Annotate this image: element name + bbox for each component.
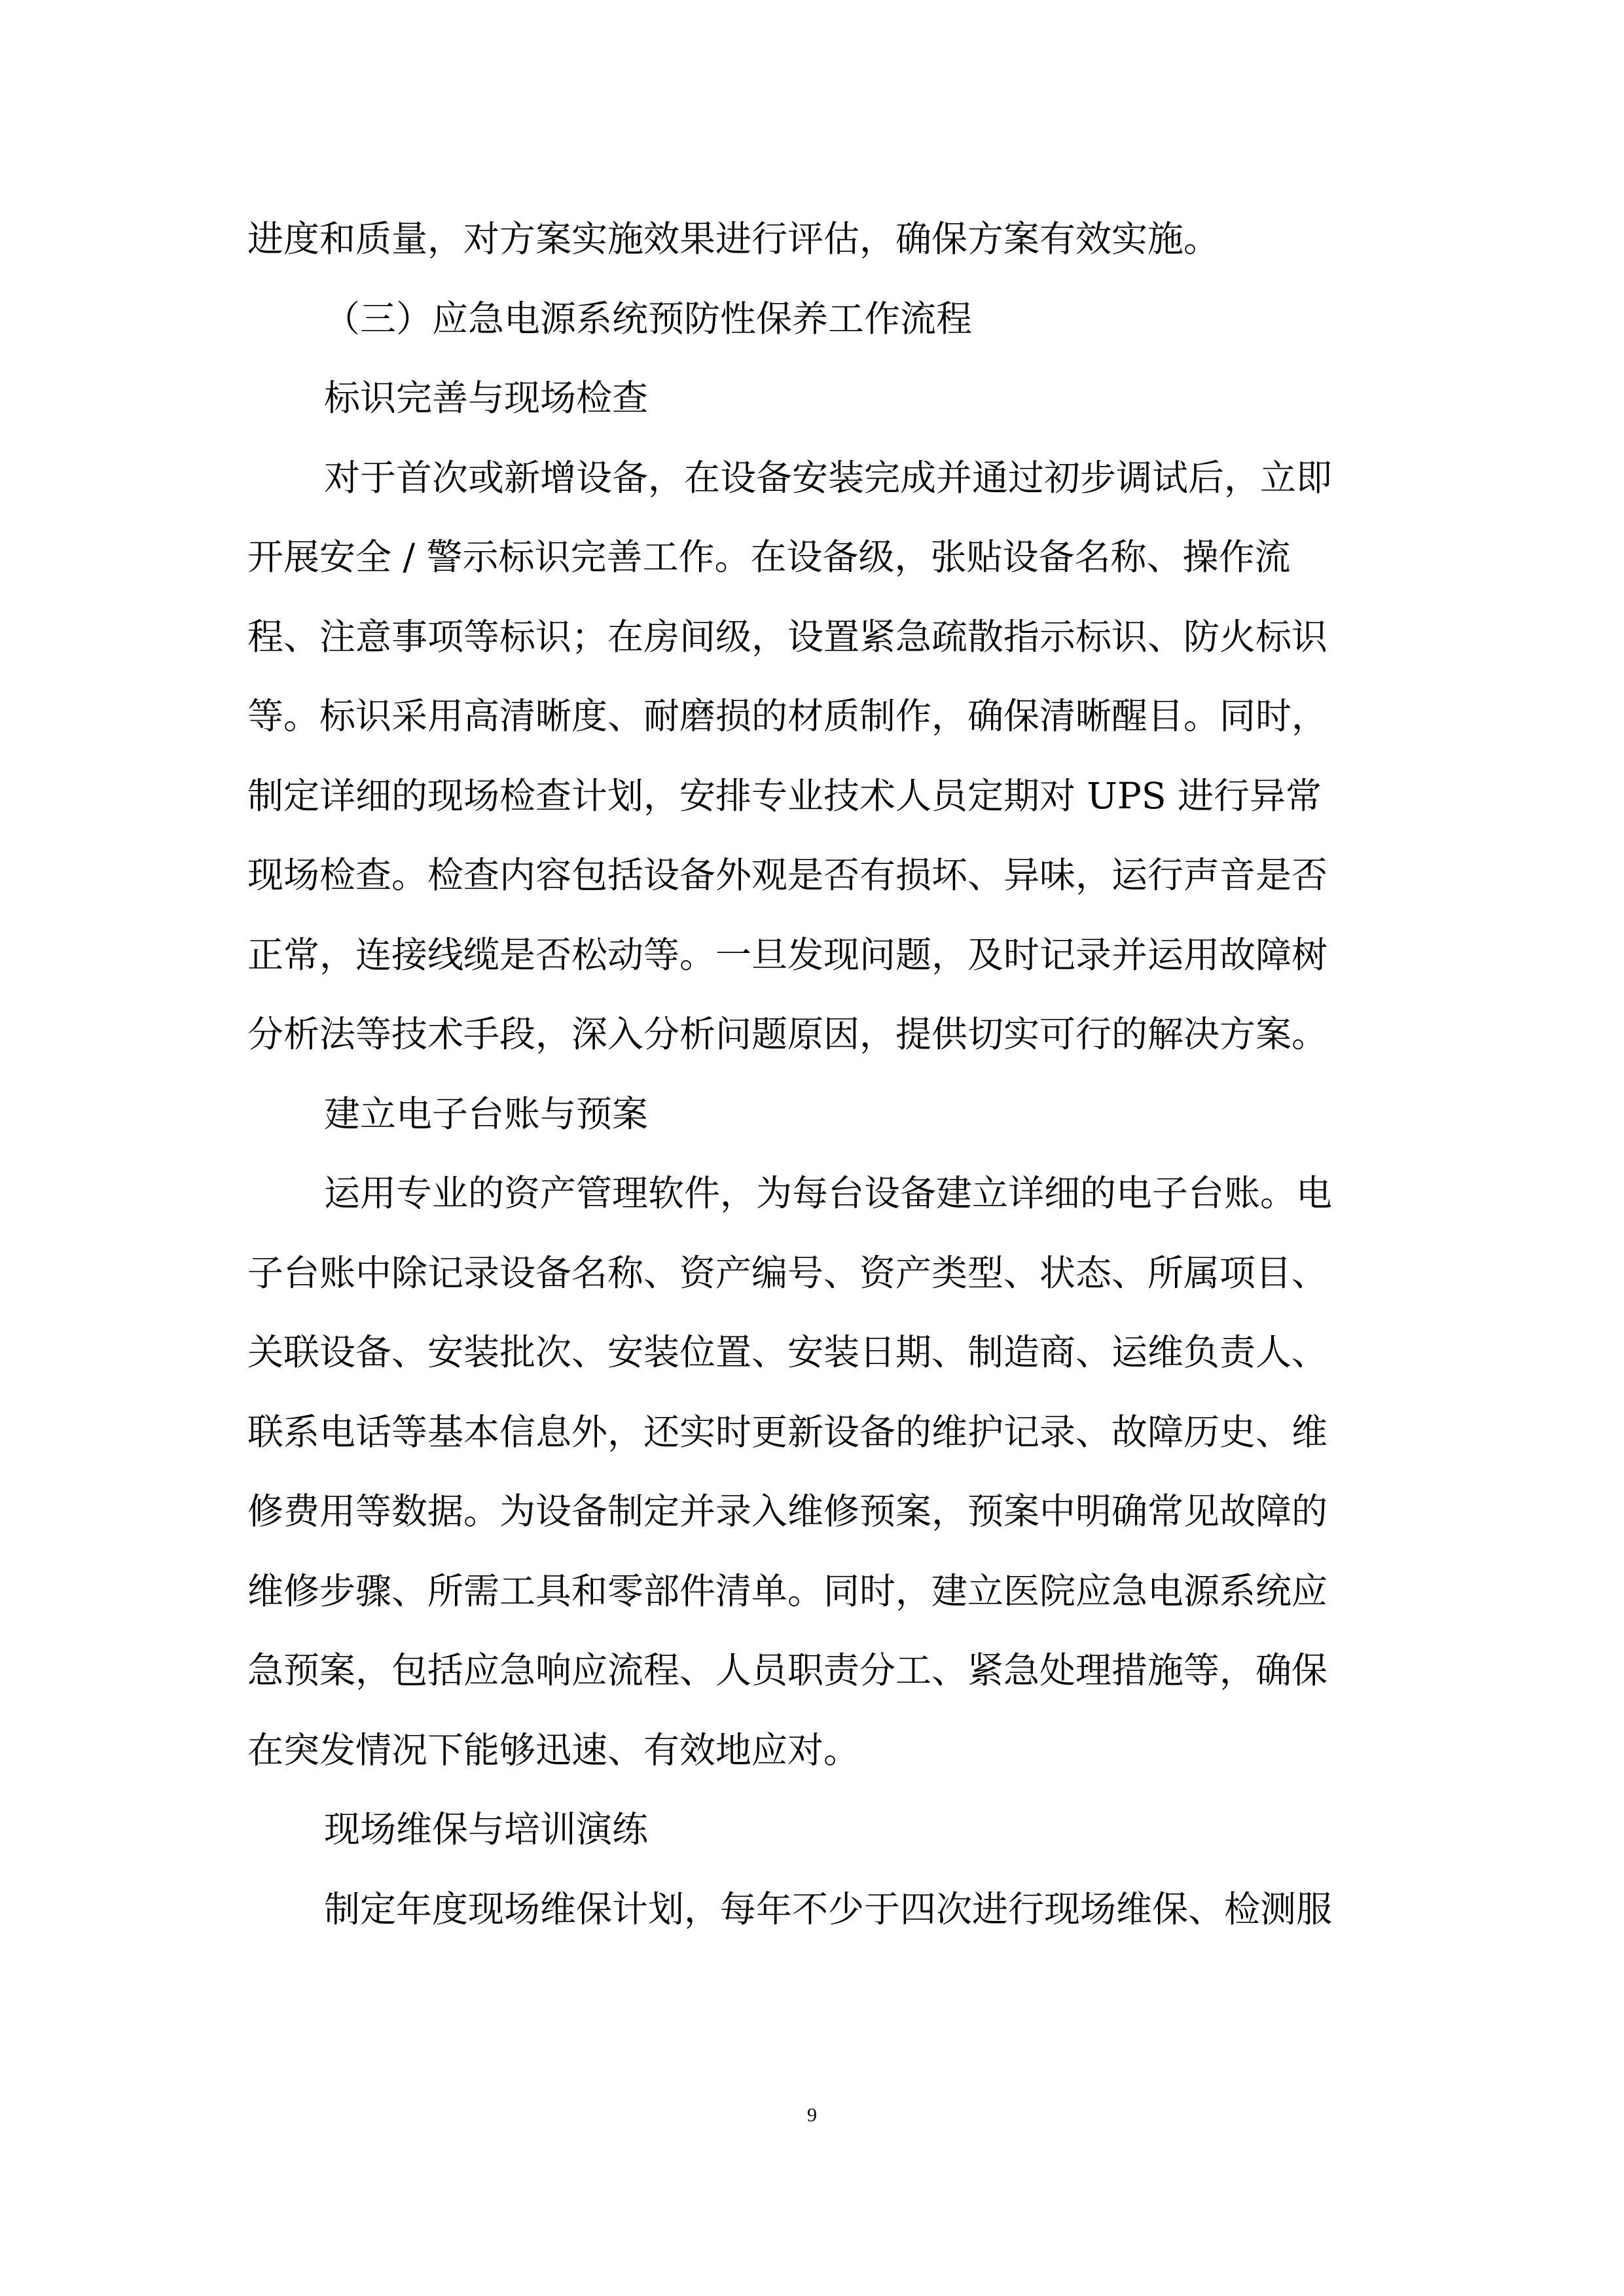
- body-line: 急预案，包括应急响应流程、人员职责分工、紧急处理措施等，确保: [247, 1649, 1328, 1691]
- body-line: 对于首次或新增设备，在设备安装完成并通过初步调试后，立即: [324, 456, 1333, 499]
- body-line: 分析法等技术手段，深入分析问题原因，提供切实可行的解决方案。: [247, 1013, 1328, 1055]
- body-line: 制定详细的现场检查计划，安排专业技术人员定期对 UPS 进行异常: [247, 774, 1322, 817]
- body-line: 进度和质量，对方案实施效果进行评估，确保方案有效实施。: [247, 218, 1220, 260]
- subsection-heading: 现场维保与培训演练: [324, 1808, 649, 1850]
- body-line: 关联设备、安装批次、安装位置、安装日期、制造商、运维负责人、: [247, 1331, 1328, 1373]
- body-line: 运用专业的资产管理软件，为每台设备建立详细的电子台账。电: [324, 1172, 1333, 1214]
- section-heading: （三）应急电源系统预防性保养工作流程: [324, 297, 973, 340]
- body-line: 程、注意事项等标识；在房间级，设置紧急疏散指示标识、防火标识: [247, 615, 1328, 658]
- document-body: [247, 200, 1388, 1949]
- body-line: 制定年度现场维保计划，每年不少于四次进行现场维保、检测服: [324, 1888, 1333, 1930]
- body-line: 开展安全 / 警示标识完善工作。在设备级，张贴设备名称、操作流: [247, 536, 1291, 578]
- body-line: 联系电话等基本信息外，还实时更新设备的维护记录、故障历史、维: [247, 1410, 1328, 1453]
- body-line: 在突发情况下能够迅速、有效地应对。: [247, 1729, 860, 1771]
- body-line: 现场检查。检查内容包括设备外观是否有损坏、异味，运行声音是否: [247, 854, 1328, 896]
- body-line: 维修步骤、所需工具和零部件清单。同时，建立医院应急电源系统应: [247, 1570, 1328, 1612]
- subsection-heading: 建立电子台账与预案: [324, 1092, 649, 1135]
- page-number: 9: [807, 2104, 817, 2126]
- body-line: 修费用等数据。为设备制定并录入维修预案，预案中明确常见故障的: [247, 1490, 1328, 1532]
- body-line: 子台账中除记录设备名称、资产编号、资产类型、状态、所属项目、: [247, 1251, 1328, 1294]
- body-line: 正常，连接线缆是否松动等。一旦发现问题，及时记录并运用故障树: [247, 933, 1328, 976]
- subsection-heading: 标识完善与现场检查: [324, 377, 649, 419]
- body-line: 等。标识采用高清晰度、耐磨损的材质制作，确保清晰醒目。同时，: [247, 695, 1328, 737]
